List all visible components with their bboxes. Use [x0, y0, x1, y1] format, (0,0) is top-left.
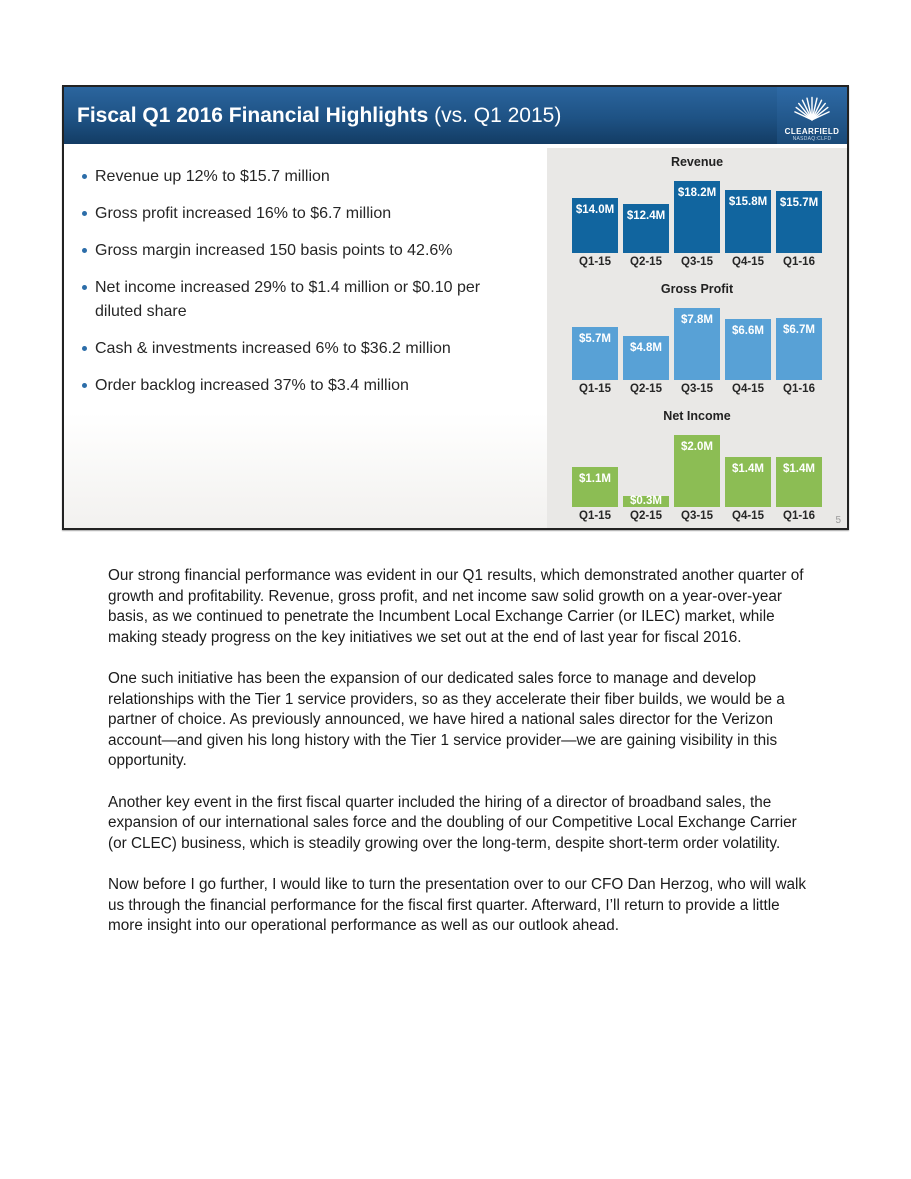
charts-panel	[547, 148, 847, 528]
bullet-gross-profit	[81, 202, 489, 226]
slide-title-suffix: (vs. Q1 2015)	[428, 103, 562, 127]
logo-company-name: CLEARFIELD	[784, 127, 840, 136]
shell-icon	[791, 89, 833, 127]
axis-tick: Q4-15	[732, 510, 764, 522]
slide-page-number: 5	[835, 515, 841, 526]
remarks-paragraph: One such initiative has been the expansion of our dedicated sales force to manage and develop relationships with the Tier 1 service providers, so as they accelerate their fiber builds, we would be a partner of choice. As previously announced, we have hired a national sales director for the Verizon account—and given his long history with the Tier 1 service provider—we are gaining visibility in this opportunity.	[108, 670, 785, 769]
bar-Q3-15	[674, 181, 720, 253]
axis-row	[547, 383, 847, 395]
gross-profit-chart	[547, 275, 847, 402]
axis-row	[547, 256, 847, 268]
bar-Q4-15	[725, 457, 771, 507]
chart-title: Gross Profit	[660, 282, 734, 296]
bar-Q4-15	[725, 190, 771, 253]
remarks-paragraph: Another key event in the first fiscal quarter included the hiring of a director of broadband sales, the expansion of our international sales force and the doubling of our Competitive Local Exchange Carrier (or CLEC) business, which is steadily growing over the long-term, despite short-term order volatility.	[108, 793, 797, 852]
bar-value-label: $15.8M	[728, 196, 768, 208]
bar-Q1-16	[776, 191, 822, 253]
bullet-icon	[82, 346, 87, 351]
axis-tick: Q2-15	[630, 383, 662, 395]
bar-Q1-15	[572, 327, 618, 380]
axis-row	[547, 510, 847, 522]
bar-value-label: $12.4M	[626, 210, 666, 222]
bar-Q4-15	[725, 319, 771, 380]
clearfield-logo	[777, 87, 847, 144]
chart-title: Net Income	[663, 409, 731, 423]
bullet-text: Gross margin increased 150 basis points to 42.6%	[95, 242, 453, 259]
bar-Q2-15	[623, 496, 669, 507]
axis-tick: Q1-16	[783, 510, 815, 522]
bar-Q2-15	[623, 204, 669, 253]
bar-Q1-15	[572, 467, 618, 507]
bar-Q3-15	[674, 435, 720, 507]
axis-tick: Q3-15	[681, 383, 713, 395]
chart-title: Revenue	[670, 155, 724, 169]
slide-title-main: Fiscal Q1 2016 Financial Highlights	[77, 103, 429, 127]
axis-tick: Q4-15	[732, 256, 764, 268]
logo-ticker: NASDAQ:CLFD	[792, 136, 832, 142]
highlights-panel	[64, 144, 547, 528]
bullet-gross-margin	[81, 239, 489, 263]
bar-value-label: $18.2M	[677, 187, 717, 199]
highlights-list	[64, 144, 547, 398]
bullet-cash	[81, 337, 489, 361]
bullet-text: Cash & investments increased 6% to $36.2 million	[95, 340, 451, 357]
bar-Q2-15	[623, 336, 669, 380]
bar-area	[547, 435, 847, 507]
bullet-backlog	[81, 374, 489, 398]
bar-value-label: $1.4M	[732, 463, 764, 475]
bullet-text: Revenue up 12% to $15.7 million	[95, 168, 330, 185]
axis-tick: Q3-15	[681, 256, 713, 268]
bar-value-label: $2.0M	[681, 441, 713, 453]
bar-value-label: $4.8M	[630, 342, 662, 354]
bullet-icon	[82, 174, 87, 179]
bar-value-label: $15.7M	[779, 197, 819, 209]
axis-tick: Q4-15	[732, 383, 764, 395]
bar-value-label: $1.4M	[783, 463, 815, 475]
bar-value-label: $6.7M	[783, 324, 815, 336]
prepared-remarks	[108, 566, 810, 958]
bullet-net-income	[81, 276, 489, 324]
axis-tick: Q1-15	[579, 256, 611, 268]
axis-tick: Q3-15	[681, 510, 713, 522]
revenue-chart	[547, 148, 847, 275]
bar-area	[547, 308, 847, 380]
remarks-paragraph: Now before I go further, I would like to turn the presentation over to our CFO Dan Herzog, who will walk us through the financial performance for the fiscal first quarter. Afterward, I’ll return to provide a little more insight into our operational performance as well as our outlook ahead.	[108, 876, 807, 934]
bar-Q1-16	[776, 457, 822, 507]
bar-value-label: $6.6M	[732, 325, 764, 337]
bullet-text: Order backlog increased 37% to $3.4 million	[95, 377, 409, 394]
axis-tick: Q1-15	[579, 510, 611, 522]
axis-tick: Q1-16	[783, 383, 815, 395]
bar-value-label: $14.0M	[575, 204, 615, 216]
bullet-icon	[82, 285, 87, 290]
slide-header	[64, 87, 847, 144]
bar-Q1-15	[572, 198, 618, 253]
bar-Q3-15	[674, 308, 720, 380]
bar-Q1-16	[776, 318, 822, 380]
bullet-icon	[82, 383, 87, 388]
net-income-chart	[547, 402, 847, 529]
slide-title	[64, 104, 561, 128]
bar-value-label: $1.1M	[579, 473, 611, 485]
bullet-text: Net income increased 29% to $1.4 million or $0.10 per diluted share	[95, 279, 481, 320]
bar-area	[547, 181, 847, 253]
axis-tick: Q2-15	[630, 510, 662, 522]
bullet-icon	[82, 248, 87, 253]
bullet-revenue	[81, 165, 489, 189]
bullet-icon	[82, 211, 87, 216]
slide	[62, 85, 849, 530]
bar-value-label: $0.3M	[630, 495, 662, 507]
axis-tick: Q1-15	[579, 383, 611, 395]
bullet-text: Gross profit increased 16% to $6.7 million	[95, 205, 392, 222]
axis-tick: Q2-15	[630, 256, 662, 268]
bar-value-label: $7.8M	[681, 314, 713, 326]
bar-value-label: $5.7M	[579, 333, 611, 345]
axis-tick: Q1-16	[783, 256, 815, 268]
remarks-paragraph: Our strong financial performance was evident in our Q1 results, which demonstrated another quarter of growth and profitability. Revenue, gross profit, and net income saw solid growth on a year-over-year basis, as we continued to penetrate the Incumbent Local Exchange Carrier (or ILEC) market, while making steady progress on the key initiatives we set out at the end of last year for fiscal 2016.	[108, 567, 804, 646]
